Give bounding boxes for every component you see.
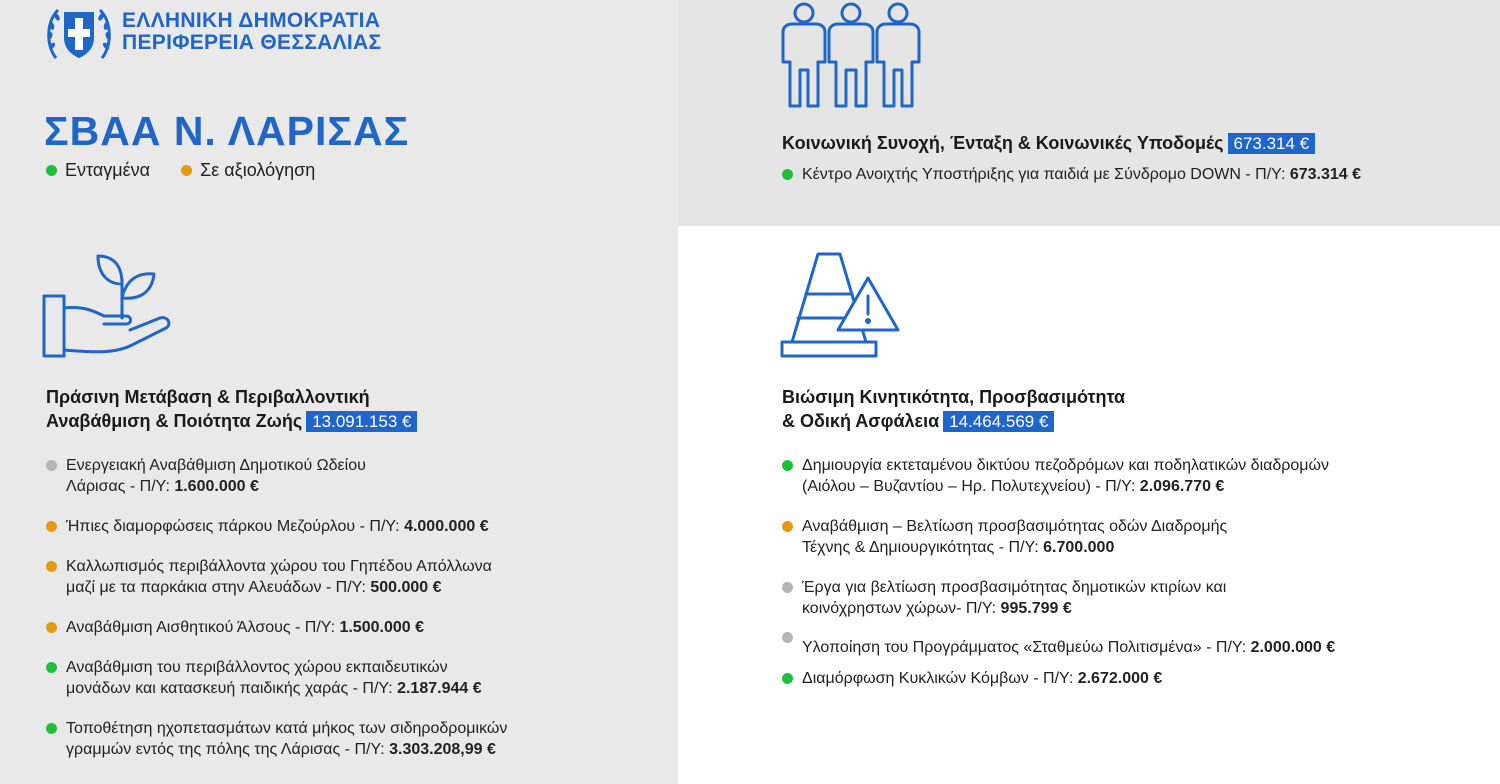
green-section-title [46,385,417,433]
item-budget: 4.000.000 € [404,518,489,535]
item-text: γραμμών εντός της πόλης της Λάρισας - Π/Υ: [66,741,390,758]
green-title-line-2: Αναβάθμιση & Ποιότητα Ζωής [46,411,303,431]
social-title: Κοινωνική Συνοχή, Ένταξη & Κοινωνικές Υποδομές [782,133,1224,153]
orange-dot-icon [782,521,793,532]
orange-dot-icon [46,622,57,633]
item-text: Ήπιες διαμορφώσεις πάρκου Μεζούρλου - Π/Υ: [66,518,405,535]
green-dot-icon [782,169,793,180]
status-legend [46,160,341,181]
item-budget: 3.303.208,99 € [389,741,496,758]
item-text: Καλλωπισμός περιβάλλοντα χώρου του Γηπέδου Απόλλωνα [66,558,492,575]
social-section-title [782,131,1315,155]
list-item [782,455,1482,516]
legend-under-review-label: Σε αξιολόγηση [200,160,316,180]
item-budget: 673.314 € [1289,166,1362,183]
list-item [782,627,1482,668]
grey-dot-icon [46,460,57,471]
item-text: Κέντρο Ανοιχτής Υποστήριξης για παιδιά με Σύνδρομο DOWN - Π/Υ: [802,166,1290,183]
mobility-title-line-2: & Οδική Ασφάλεια [782,411,940,431]
page-title: ΣΒΑΑ Ν. ΛΑΡΙΣΑΣ [44,108,410,154]
item-text: μαζί με τα παρκάκια στην Αλευάδων - Π/Υ: [66,579,371,596]
item-budget: 2.672.000 € [1077,670,1163,687]
green-dot-icon [46,723,57,734]
item-text: Τέχνης & Δημιουργικότητας - Π/Υ: [802,539,1044,556]
green-amount-badge: 13.091.153 € [306,411,417,432]
list-item [46,556,666,617]
list-item [46,718,666,762]
greek-republic-emblem-icon [44,2,114,66]
grey-dot-icon [782,582,793,593]
item-text: κοινόχρηστων χώρων- Π/Υ: [802,600,1001,617]
social-projects-list [782,164,1482,188]
item-text: Τοποθέτηση ηχοπετασμάτων κατά μήκος των σιδηροδρομικών [66,720,508,737]
item-budget: 1.600.000 € [174,478,259,495]
mobility-section-title [782,385,1125,433]
plant-in-hand-icon [42,250,172,360]
item-text: Αναβάθμιση του περιβάλλοντος χώρου εκπαιδευτικών [66,659,448,676]
item-text: Υλοποίηση του Προγράμματος «Σταθμεύω Πολιτισμένα» - Π/Υ: [802,639,1251,656]
item-text: (Αιόλου – Βυζαντίου – Ηρ. Πολυτεχνείου) - Π/Υ: [802,478,1140,495]
orange-dot-icon [46,521,57,532]
legend-integrated-label: Ενταγμένα [65,160,151,180]
item-text: Αναβάθμιση – Βελτίωση προσβασιμότητας οδών Διαδρομής [802,518,1228,535]
item-text: Λάρισας - Π/Υ: [66,478,175,495]
legend-integrated [46,160,150,181]
green-dot-icon [782,460,793,471]
organization-name [122,10,381,54]
item-budget: 2.096.770 € [1139,478,1225,495]
item-budget: 2.000.000 € [1250,639,1336,656]
list-item [782,164,1482,188]
mobility-title-line-1: Βιώσιμη Κινητικότητα, Προσβασιμότητα [782,387,1126,407]
list-item [46,516,666,556]
item-text: Δημιουργία εκτεταμένου δικτύου πεζοδρόμων και ποδηλατικών διαδρομών [802,457,1329,474]
mobility-projects-list [782,455,1482,692]
org-line-1: ΕΛΛΗΝΙΚΗ ΔΗΜΟΚΡΑΤΙΑ [122,9,381,32]
item-text: Διαμόρφωση Κυκλικών Κόμβων - Π/Υ: [802,670,1078,687]
green-dot-icon [46,662,57,673]
grey-dot-icon [782,632,793,643]
green-title-line-1: Πράσινη Μετάβαση & Περιβαλλοντική [46,387,370,407]
item-budget: 2.187.944 € [397,680,482,697]
traffic-cone-warning-icon [780,250,900,360]
item-text: μονάδων και κατασκευή παιδικής χαράς - Π/Υ: [66,680,398,697]
social-amount-badge: 673.314 € [1228,133,1316,154]
green-dot-icon [782,673,793,684]
legend-under-review [181,160,315,181]
list-item [782,577,1482,627]
people-icon [780,2,922,108]
mobility-amount-badge: 14.464.569 € [943,411,1054,432]
list-item [782,668,1482,692]
item-text: Έργα για βελτίωση προσβασιμότητας δημοτικών κτιρίων και [802,579,1227,596]
orange-dot-icon [46,561,57,572]
orange-dot-icon [181,165,192,176]
item-text: Ενεργειακή Αναβάθμιση Δημοτικού Ωδείου [66,457,366,474]
item-budget: 1.500.000 € [339,619,424,636]
list-item [46,657,666,718]
list-item [46,455,666,516]
item-budget: 995.799 € [1000,600,1072,617]
item-budget: 6.700.000 [1043,539,1115,556]
green-projects-list [46,455,666,762]
item-text: Αναβάθμιση Αισθητικού Άλσους - Π/Υ: [66,619,340,636]
green-dot-icon [46,165,57,176]
list-item [782,516,1482,577]
item-budget: 500.000 € [370,579,442,596]
org-line-2: ΠΕΡΙΦΕΡΕΙΑ ΘΕΣΣΑΛΙΑΣ [122,31,382,54]
list-item [46,617,666,657]
